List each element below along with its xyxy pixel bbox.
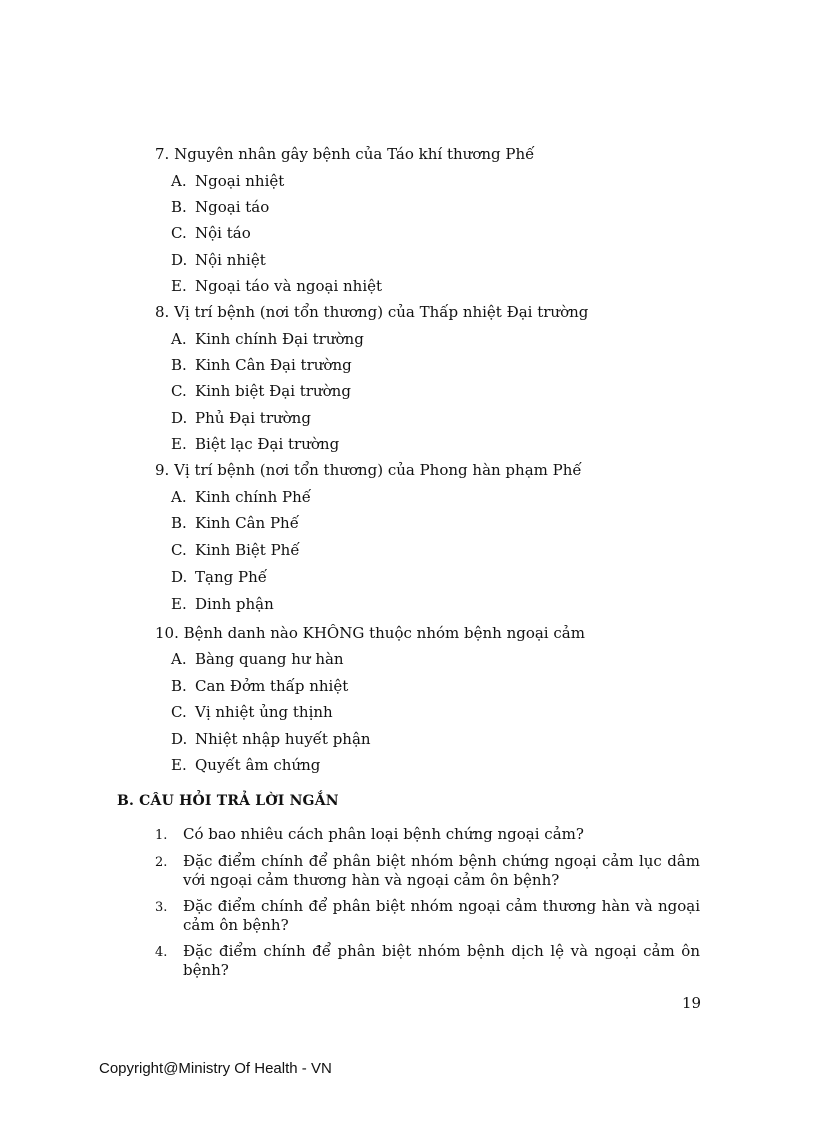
- question-7-option-b: B. Ngoại táo: [171, 198, 270, 216]
- question-10-option-e: E. Quyết âm chứng: [171, 756, 321, 774]
- question-9-option-c: C. Kinh Biệt Phế: [171, 541, 300, 559]
- question-7-option-e: E. Ngoại táo và ngoại nhiệt: [171, 277, 383, 295]
- short-question-number: 3.: [155, 900, 168, 915]
- short-question-text: Đặc điểm chính để phân biệt nhóm ngoại cảm thương hàn và ngoại cảm ôn bệnh?: [183, 897, 700, 934]
- question-7-option-d: D. Nội nhiệt: [171, 251, 266, 269]
- question-7-option-c: C. Nội táo: [171, 224, 251, 242]
- short-question-4: [155, 942, 700, 980]
- question-9-option-d: D. Tạng Phế: [171, 568, 267, 586]
- question-7-option-a: A. Ngoại nhiệt: [171, 172, 285, 190]
- question-10-option-d: D. Nhiệt nhập huyết phận: [171, 730, 371, 748]
- short-question-text: Đặc điểm chính để phân biệt nhóm bệnh chứng ngoại cảm lục dâm với ngoại cảm thương hàn và ngoại cảm ôn bệnh?: [183, 852, 700, 889]
- copyright-footer: Copyright@Ministry Of Health - VN: [99, 1060, 332, 1077]
- short-question-number: 2.: [155, 855, 168, 870]
- question-9: 9. Vị trí bệnh (nơi tổn thương) của Phong hàn phạm Phế: [155, 461, 582, 479]
- question-9-option-b: B. Kinh Cân Phế: [171, 514, 299, 532]
- question-9-option-a: A. Kinh chính Phế: [171, 488, 312, 506]
- question-7: 7. Nguyên nhân gây bệnh của Táo khí thương Phế: [155, 145, 535, 163]
- question-10-option-b: B. Can Đởm thấp nhiệt: [171, 677, 349, 695]
- question-8-option-a: A. Kinh chính Đại trường: [171, 330, 364, 348]
- question-8-option-d: D. Phủ Đại trường: [171, 409, 311, 427]
- question-10: 10. Bệnh danh nào KHÔNG thuộc nhóm bệnh ngoại cảm: [155, 624, 585, 642]
- question-10-option-a: A. Bàng quang hư hàn: [171, 650, 344, 668]
- short-question-text: Có bao nhiêu cách phân loại bệnh chứng ngoại cảm?: [183, 825, 584, 843]
- question-9-option-e: E. Dinh phận: [171, 595, 274, 613]
- question-10-option-c: C. Vị nhiệt ủng thịnh: [171, 703, 333, 721]
- short-question-2: [155, 852, 700, 890]
- short-question-1: [155, 825, 700, 844]
- page-number: 19: [682, 994, 702, 1012]
- section-b-heading: B. CÂU HỎI TRẢ LỜI NGẮN: [117, 793, 339, 809]
- short-question-number: 4.: [155, 945, 168, 960]
- question-8-option-b: B. Kinh Cân Đại trường: [171, 356, 352, 374]
- short-question-text: Đặc điểm chính để phân biệt nhóm bệnh dịch lệ và ngoại cảm ôn bệnh?: [183, 942, 700, 979]
- question-8-option-e: E. Biệt lạc Đại trường: [171, 435, 340, 453]
- question-8-option-c: C. Kinh biệt Đại trường: [171, 382, 351, 400]
- short-question-3: [155, 897, 700, 935]
- short-question-number: 1.: [155, 828, 168, 843]
- question-8: 8. Vị trí bệnh (nơi tổn thương) của Thấp nhiệt Đại trường: [155, 303, 589, 321]
